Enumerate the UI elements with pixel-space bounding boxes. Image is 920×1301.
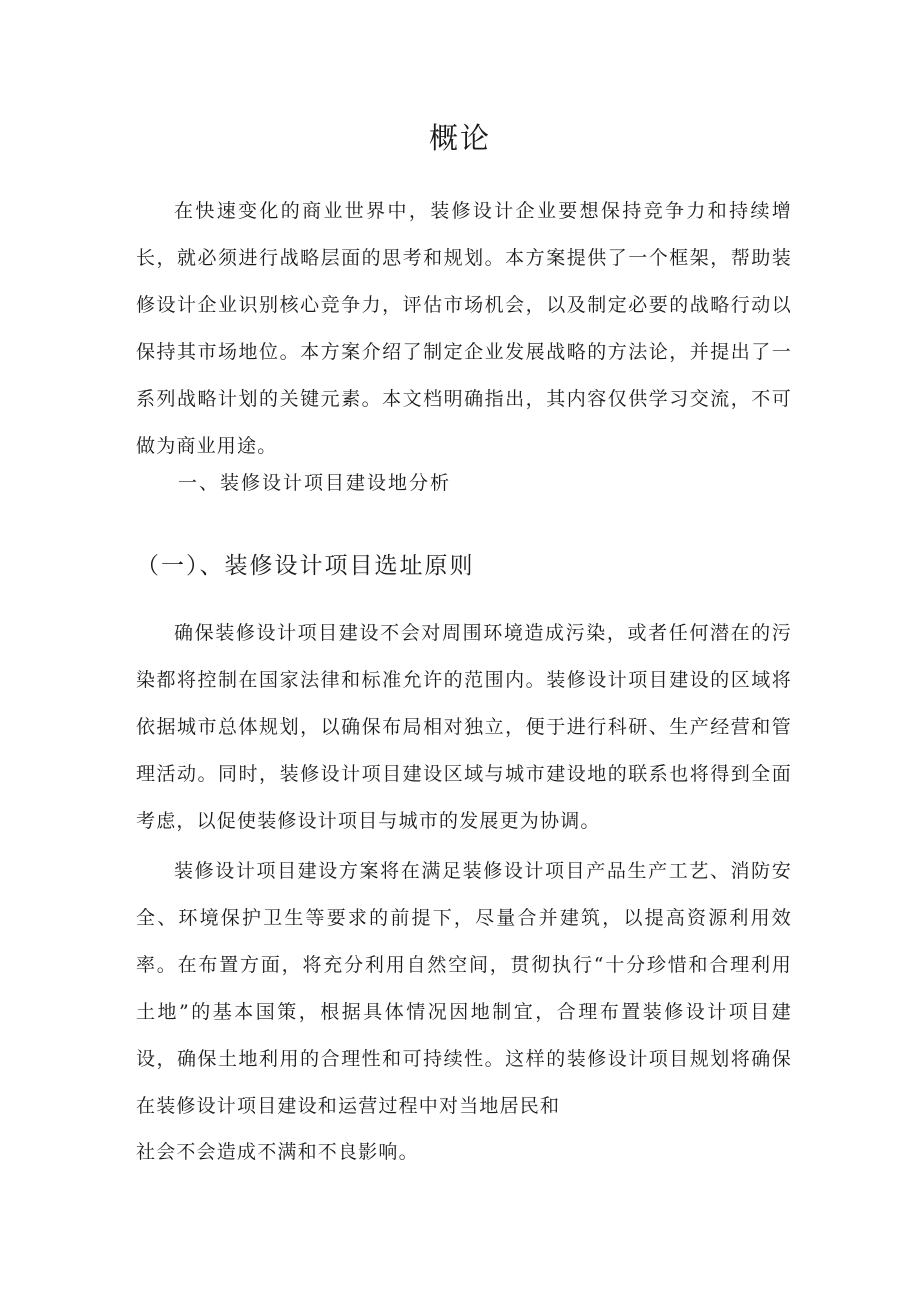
page-title: 概论 — [428, 121, 491, 155]
intro-paragraph: 在快速变化的商业世界中，装修设计企业要想保持竞争力和持续增长，就必须进行战略层面的思考和规划。本方案提供了一个框架，帮助装修设计企业识别核心竞争力，评估市场机会，以及制定必要的战略行动以保持其市场地位。本方案介绍了制定企业发展战略的方法论，并提出了一系列战略计划的关键元素。本文档明确指出，其内容仅供学习交流，不可做为商业用途。 — [136, 200, 792, 457]
body-paragraph-tail: 社会不会造成不满和不良影响。 — [136, 1141, 419, 1163]
subsection-heading: （一）、装修设计项目选址原则 — [136, 553, 475, 579]
body-paragraph-2: 装修设计项目建设方案将在满足装修设计项目产品生产工艺、消防安全、环境保护卫生等要求的前提下，尽量合并建筑，以提高资源利用效率。在布置方面，将充分利用自然空间，贯彻执行“十分珍惜和合理利用土地”的基本国策，根据具体情况因地制宜，合理布置装修设计项目建设，确保土地利用的合理性和可持续性。这样的装修设计项目规划将确保在装修设计项目建设和运营过程中对当地居民和 — [136, 860, 792, 1117]
section-heading: 一、装修设计项目建设地分析 — [178, 472, 452, 494]
body-paragraph-1: 确保装修设计项目建设不会对周围环境造成污染，或者任何潜在的污染都将控制在国家法律和标准允许的范围内。装修设计项目建设的区域将依据城市总体规划，以确保布局相对独立，便于进行科研、生产经营和管理活动。同时，装修设计项目建设区域与城市建设地的联系也将得到全面考虑，以促使装修设计项目与城市的发展更为协调。 — [136, 622, 792, 832]
